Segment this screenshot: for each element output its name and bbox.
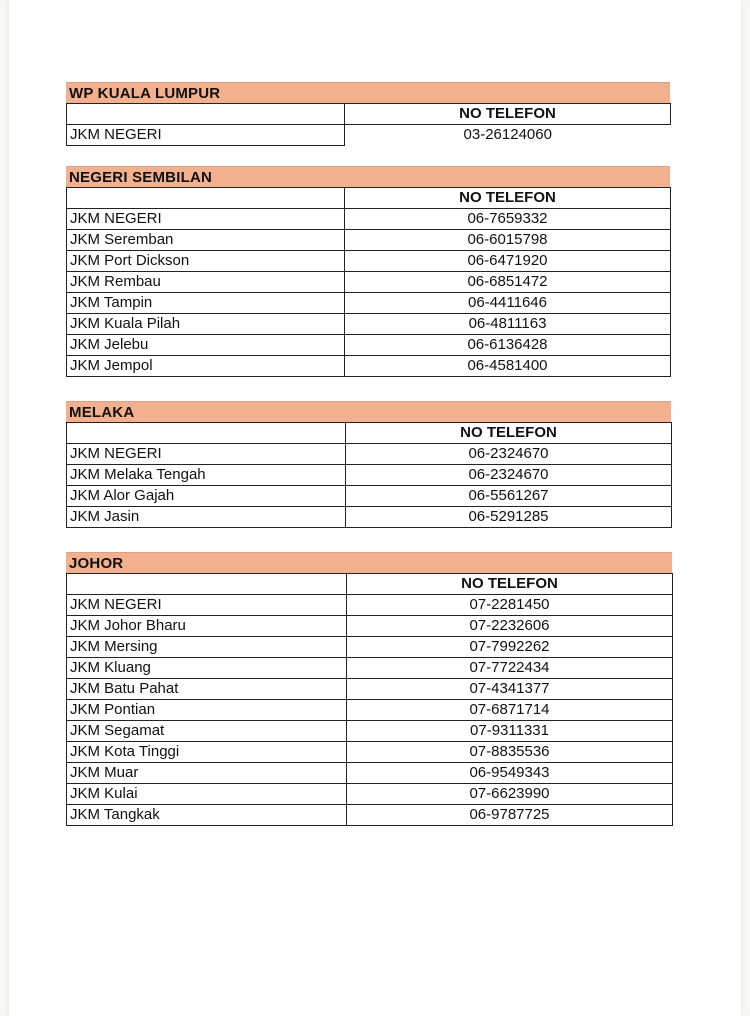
- office-name: JKM Mersing: [67, 637, 347, 658]
- section-title: MELAKA: [66, 401, 671, 422]
- table-row: [67, 784, 673, 805]
- office-name: JKM Pontian: [67, 700, 347, 721]
- phone-number: 06-2324670: [346, 465, 672, 486]
- phone-number: 07-6871714: [347, 700, 673, 721]
- table-header-row: [67, 104, 671, 125]
- phone-number: 07-8835536: [347, 742, 673, 763]
- section-title: NEGERI SEMBILAN: [66, 166, 670, 187]
- phone-number: 06-5291285: [346, 507, 672, 528]
- table-row: [67, 658, 673, 679]
- table-row: [67, 679, 673, 700]
- office-name: JKM Kulai: [67, 784, 347, 805]
- office-name: JKM Alor Gajah: [67, 486, 346, 507]
- table-row: [67, 293, 671, 314]
- phone-number: 06-9549343: [347, 763, 673, 784]
- phone-number: 07-7992262: [347, 637, 673, 658]
- table-row: [67, 742, 673, 763]
- phone-number: 07-4341377: [347, 679, 673, 700]
- table-row: [67, 637, 673, 658]
- section-melaka: [66, 401, 671, 528]
- phone-number: 06-6136428: [345, 335, 671, 356]
- table-row: [67, 465, 672, 486]
- office-name: JKM Jasin: [67, 507, 346, 528]
- phone-table: [66, 187, 671, 377]
- table-row: [67, 125, 671, 146]
- table-row: [67, 335, 671, 356]
- office-name: JKM Rembau: [67, 272, 345, 293]
- phone-number: 06-4811163: [345, 314, 671, 335]
- office-name: JKM Muar: [67, 763, 347, 784]
- section-title: JOHOR: [66, 552, 672, 573]
- table-row: [67, 616, 673, 637]
- table-row: [67, 272, 671, 293]
- phone-number: 06-4411646: [345, 293, 671, 314]
- section-johor: [66, 552, 672, 826]
- office-name: JKM Kota Tinggi: [67, 742, 347, 763]
- table-header-row: [67, 423, 672, 444]
- table-header-row: [67, 188, 671, 209]
- table-row: [67, 486, 672, 507]
- table-row: [67, 251, 671, 272]
- phone-number: 06-2324670: [346, 444, 672, 465]
- phone-number: 07-2232606: [347, 616, 673, 637]
- phone-column-header: NO TELEFON: [345, 104, 671, 125]
- office-name: JKM Jelebu: [67, 335, 345, 356]
- table-row: [67, 356, 671, 377]
- table-row: [67, 507, 672, 528]
- section-title: WP KUALA LUMPUR: [66, 82, 670, 103]
- office-name: JKM Johor Bharu: [67, 616, 347, 637]
- table-row: [67, 721, 673, 742]
- office-name: JKM Tangkak: [67, 805, 347, 826]
- section-negeri-sembilan: [66, 166, 670, 377]
- phone-number: 06-6471920: [345, 251, 671, 272]
- phone-column-header: NO TELEFON: [346, 423, 672, 444]
- office-name: JKM Port Dickson: [67, 251, 345, 272]
- phone-number: 07-7722434: [347, 658, 673, 679]
- table-row: [67, 314, 671, 335]
- office-name: JKM NEGERI: [67, 209, 345, 230]
- phone-number: 06-6015798: [345, 230, 671, 251]
- table-row: [67, 763, 673, 784]
- phone-table: [66, 573, 673, 826]
- phone-table: [66, 103, 671, 146]
- office-header-cell: [67, 423, 346, 444]
- table-header-row: [67, 574, 673, 595]
- office-name: JKM Kluang: [67, 658, 347, 679]
- phone-number: 06-9787725: [347, 805, 673, 826]
- table-row: [67, 209, 671, 230]
- office-header-cell: [67, 104, 345, 125]
- phone-column-header: NO TELEFON: [347, 574, 673, 595]
- office-name: JKM Seremban: [67, 230, 345, 251]
- phone-number: 07-9311331: [347, 721, 673, 742]
- table-row: [67, 444, 672, 465]
- office-name: JKM NEGERI: [67, 595, 347, 616]
- phone-number: 06-4581400: [345, 356, 671, 377]
- phone-table: [66, 422, 672, 528]
- table-row: [67, 700, 673, 721]
- office-name: JKM Kuala Pilah: [67, 314, 345, 335]
- phone-number: 06-7659332: [345, 209, 671, 230]
- phone-column-header: NO TELEFON: [345, 188, 671, 209]
- office-name: JKM Batu Pahat: [67, 679, 347, 700]
- table-row: [67, 805, 673, 826]
- office-header-cell: [67, 574, 347, 595]
- table-row: [67, 230, 671, 251]
- phone-number: 07-2281450: [347, 595, 673, 616]
- office-name: JKM Melaka Tengah: [67, 465, 346, 486]
- phone-number: 06-6851472: [345, 272, 671, 293]
- office-name: JKM Tampin: [67, 293, 345, 314]
- phone-number: 06-5561267: [346, 486, 672, 507]
- phone-number: 07-6623990: [347, 784, 673, 805]
- office-name: JKM Segamat: [67, 721, 347, 742]
- section-wp-kuala-lumpur: [66, 82, 670, 146]
- office-name: JKM NEGERI: [67, 444, 346, 465]
- office-header-cell: [67, 188, 345, 209]
- phone-number: 03-26124060: [345, 125, 671, 146]
- office-name: JKM Jempol: [67, 356, 345, 377]
- table-row: [67, 595, 673, 616]
- office-name: JKM NEGERI: [67, 125, 345, 146]
